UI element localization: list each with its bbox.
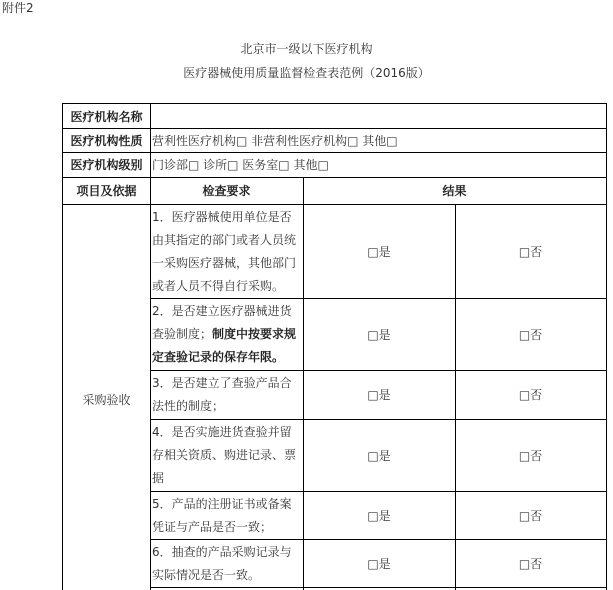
value-institution-nature[interactable]: 营利性医疗机构□ 非营利性医疗机构□ 其他□ xyxy=(152,133,398,148)
grid-line xyxy=(303,177,304,590)
grid-line xyxy=(150,298,607,299)
grid-line xyxy=(150,370,607,371)
result-no-2[interactable]: □否 xyxy=(518,327,543,342)
document-title-line2: 医疗器械使用质量监督检查表范例（2016版） xyxy=(183,66,430,80)
grid-line xyxy=(62,204,607,205)
requirement-item-5: 5．产品的注册证书或备案凭证与产品是否一致； xyxy=(152,497,292,534)
result-yes-6[interactable]: □是 xyxy=(367,556,391,571)
grid-line xyxy=(150,419,607,420)
requirement-item-1: 1．医疗器械使用单位是否由其指定的部门或者人员统一采购医疗器械，其他部门或者人员不得自行采购。 xyxy=(152,210,297,293)
result-no-1[interactable]: □否 xyxy=(518,244,543,259)
result-no-4[interactable]: □否 xyxy=(518,448,543,463)
requirement-item-3: 3．是否建立了查验产品合法性的制度； xyxy=(152,376,292,413)
result-yes-5[interactable]: □是 xyxy=(367,508,391,523)
result-no-5[interactable]: □否 xyxy=(518,508,543,523)
result-yes-4[interactable]: □是 xyxy=(367,448,391,463)
header-basis: 项目及依据 xyxy=(76,184,137,198)
label-institution-name: 医疗机构名称 xyxy=(70,109,143,124)
requirement-item-4: 4．是否实施进货查验并留存相关资质、购进记录、票据 xyxy=(152,425,297,485)
grid-line xyxy=(150,539,607,540)
value-institution-name[interactable] xyxy=(150,104,606,128)
result-yes-3[interactable]: □是 xyxy=(367,388,391,402)
grid-line xyxy=(62,103,607,104)
document-title-line1: 北京市一级以下医疗机构 xyxy=(240,42,373,56)
attachment-label: 附件2 xyxy=(2,1,34,15)
header-result: 结果 xyxy=(442,184,467,198)
grid-line xyxy=(455,204,456,590)
result-no-6[interactable]: □否 xyxy=(518,556,543,571)
label-institution-level: 医疗机构级别 xyxy=(70,158,143,172)
result-yes-1[interactable]: □是 xyxy=(367,244,391,259)
requirement-item-6: 6．抽查的产品采购记录与实际情况是否一致。 xyxy=(152,545,292,582)
header-requirement: 检查要求 xyxy=(202,184,251,198)
label-institution-nature: 医疗机构性质 xyxy=(70,133,143,148)
grid-line xyxy=(62,152,607,153)
requirement-item-2: 2．是否建立医疗器械进货查验制度；制度中按要求规定查验记录的保存年限。 xyxy=(152,304,297,364)
result-no-3[interactable]: □否 xyxy=(518,388,543,402)
result-yes-2[interactable]: □是 xyxy=(367,327,391,342)
grid-line xyxy=(150,491,607,492)
grid-line xyxy=(62,177,607,178)
grid-line xyxy=(62,128,607,129)
value-institution-level[interactable]: 门诊部□ 诊所□ 医务室□ 其他□ xyxy=(152,158,329,172)
grid-line xyxy=(150,587,607,588)
section-procurement-acceptance: 采购验收 xyxy=(82,392,131,407)
